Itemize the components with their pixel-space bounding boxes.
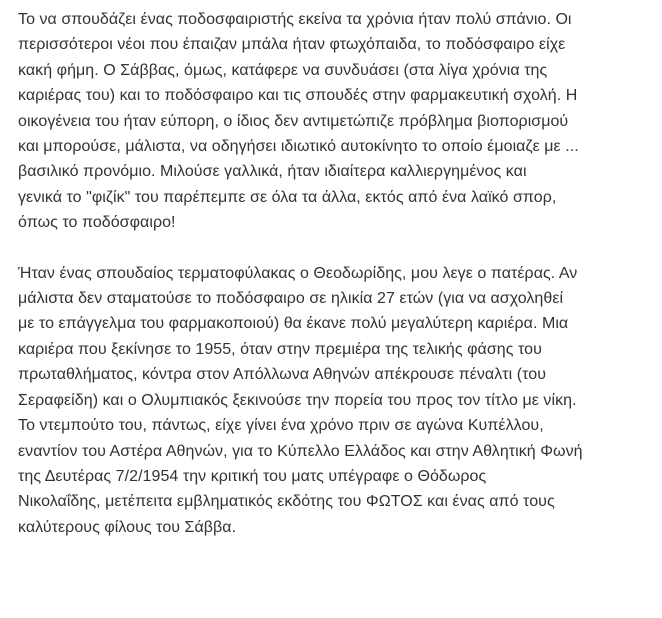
text-line: Ήταν ένας σπουδαίος τερματοφύλακας ο Θεοδωρίδης, μου λεγε ο πατέρας. Αν [18, 264, 578, 282]
text-line: οικογένεια του ήταν εύπορη, ο ίδιος δεν αντιμετώπιζε πρόβλημα βιοπορισμού [18, 112, 569, 130]
paragraph-1 [18, 7, 650, 236]
text-line: καριέρας του) και το ποδόσφαιρο και τις σπουδές στην φαρμακευτική σχολή. Η [18, 87, 578, 105]
text-line: περισσότεροι νέοι που έπαιζαν μπάλα ήταν φτωχόπαιδα, το ποδόσφαιρο είχε [18, 36, 566, 54]
text-line: κακή φήμη. Ο Σάββας, όμως, κατάφερε να συνδυάσει (στα λίγα χρόνια της [18, 61, 548, 79]
text-line: με το επάγγελμα του φαρμακοποιού) θα έκανε πολύ μεγαλύτερη καριέρα. Μια [18, 315, 569, 333]
text-line: βασιλικό προνόμιο. Μιλούσε γαλλικά, ήταν ιδιαίτερα καλλιεργημένος και [18, 163, 527, 181]
paragraph-2 [18, 261, 650, 540]
article-body [18, 7, 650, 540]
text-line: εναντίον του Αστέρα Αθηνών, για το Κύπελλο Ελλάδος και στην Αθλητική Φωνή [18, 442, 583, 460]
text-line: καριέρα που ξεκίνησε το 1955, όταν στην πρεμιέρα της τελικής φάσης του [18, 340, 542, 358]
text-line: όπως το ποδόσφαιρο! [18, 214, 176, 232]
text-line: γενικά το "φιζίκ" του παρέπεμπε σε όλα τα άλλα, εκτός από ένα λαϊκό σπορ, [18, 188, 557, 206]
text-line: μάλιστα δεν σταματούσε το ποδόσφαιρο σε ηλικία 27 ετών (για να ασχοληθεί [18, 290, 564, 308]
text-line: της Δευτέρας 7/2/1954 την κριτική του ματς υπέγραφε ο Θόδωρος [18, 467, 487, 485]
text-line: πρωταθλήματος, κόντρα στον Απόλλωνα Αθηνών απέκρουσε πέναλτι (του [18, 366, 547, 384]
text-line: Σεραφείδη) και ο Ολυμπιακός ξεκινούσε την πορεία του προς τον τίτλο με νίκη. [18, 391, 577, 409]
text-line: καλύτερους φίλους του Σάββα. [18, 518, 237, 536]
text-line: και μπορούσε, μάλιστα, να οδηγήσει ιδιωτικό αυτοκίνητο το οποίο έμοιαζε με ... [18, 138, 579, 156]
text-line: Το ντεμπούτο του, πάντως, είχε γίνει ένα χρόνο πριν σε αγώνα Κυπέλλου, [18, 417, 544, 435]
text-line: Νικολαΐδης, μετέπειτα εμβληματικός εκδότης του ΦΩΤΟΣ και ένας από τους [18, 493, 555, 511]
text-line: Το να σπουδάζει ένας ποδοσφαιριστής εκείνα τα χρόνια ήταν πολύ σπάνιο. Οι [18, 11, 572, 28]
